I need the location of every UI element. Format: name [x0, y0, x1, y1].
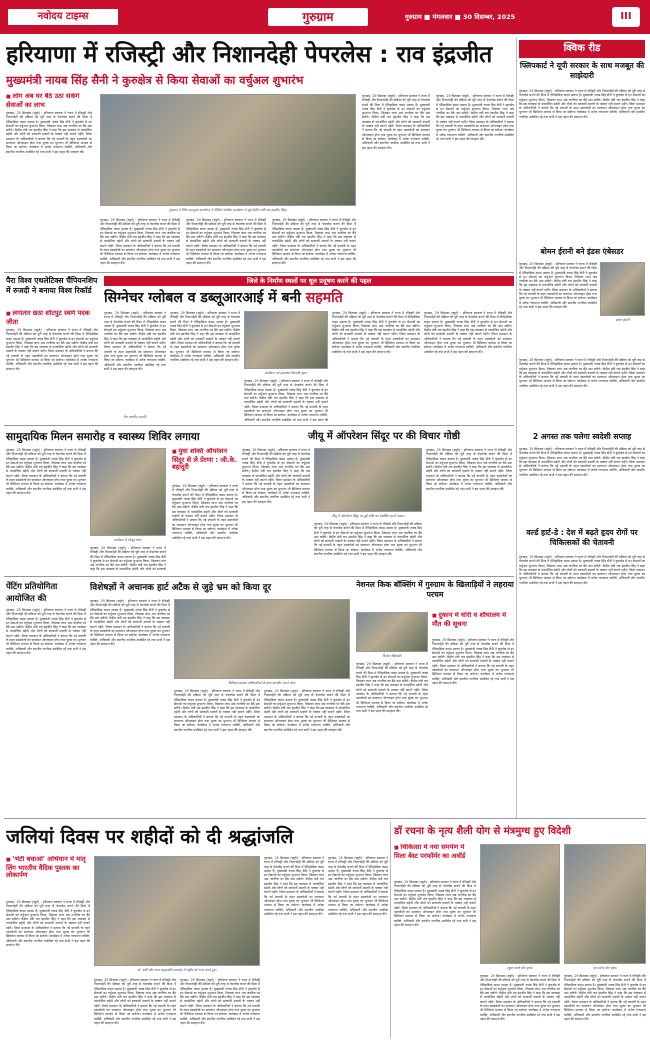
sidebar-story1-headline: फ्लिपकार्ट ने यूपी सरकार के साथ मजबूत की साझेदारी: [519, 61, 645, 80]
sidebar-story4-headline: वर्ल्ड हार्ट-डे : देश में बढ़ते हृदय रोगों पर चिकित्सकों की चेतावनी: [526, 528, 638, 547]
jiyu-body-3: गुरुग्राम, 29 सितम्बर (ब्यूरो) : हरियाणा सरकार ने राज्य में रजिस्ट्री और निशानदेही की प्रक्रिया को पूरी तरह से पेपरलेस बनाने की दिशा में ऐतिहासिक कदम उठाया है। मुख्यमंत्री नायब सिंह सैनी ने कुरुक्षेत्र से इन सेवाओं का वर्चुअल शुभारंभ किया, जिसका लाभ अब नागरिक घर बैठे उठा सकेंगे। केंद्रीय मंत्री राव इंद्रजीत सिंह ने कहा कि इस व्यवस्था से पारदर्शिता बढ़ेगी और लोगों को सरकारी दफ्तरों के चक्कर नहीं काटने पड़ेंगे। जिला प्रशासन के अधिकारियों ने बताया कि नई प्रणाली के तहत दस्तावेजों का सत्यापन ऑनलाइन होगा तथा शुल्क का भुगतान भी डिजिटल माध्यम से किया जा सकेगा। कार्यक्रम में अनेक गणमान्य व्यक्ति, अधिकारी और स्थानीय नागरिक उपस्थित रहे तथा सभी ने इस पहल की सराहना की।: [314, 522, 422, 557]
rachna-body-1: गुरुग्राम, 29 सितम्बर (ब्यूरो) : हरियाणा सरकार ने राज्य में रजिस्ट्री और निशानदेही की प्रक्रिया को पूरी तरह से पेपरलेस बनाने की दिशा में ऐतिहासिक कदम उठाया है। मुख्यमंत्री नायब सिंह सैनी ने कुरुक्षेत्र से इन सेवाओं का वर्चुअल शुभारंभ किया, जिसका लाभ अब नागरिक घर बैठे उठा सकेंगे। केंद्रीय मंत्री राव इंद्रजीत सिंह ने कहा कि इस व्यवस्था से पारदर्शिता बढ़ेगी और लोगों को सरकारी दफ्तरों के चक्कर नहीं काटने पड़ेंगे। जिला प्रशासन के अधिकारियों ने बताया कि नई प्रणाली के तहत दस्तावेजों का सत्यापन ऑनलाइन होगा तथा शुल्क का भुगतान भी डिजिटल माध्यम से किया जा सकेगा। कार्यक्रम में अनेक गणमान्य व्यक्ति, अधिकारी और स्थानीय नागरिक उपस्थित रहे तथा सभी ने इस पहल की सराहना की।: [394, 880, 476, 927]
lead-body-col5: गुरुग्राम, 29 सितम्बर (ब्यूरो) : हरियाणा सरकार ने राज्य में रजिस्ट्री और निशानदेही की प्रक्रिया को पूरी तरह से पेपरलेस बनाने की दिशा में ऐतिहासिक कदम उठाया है। मुख्यमंत्री नायब सिंह सैनी ने कुरुक्षेत्र से इन सेवाओं का वर्चुअल शुभारंभ किया, जिसका लाभ अब नागरिक घर बैठे उठा सकेंगे। केंद्रीय मंत्री राव इंद्रजीत सिंह ने कहा कि इस व्यवस्था से पारदर्शिता बढ़ेगी और लोगों को सरकारी दफ्तरों के चक्कर नहीं काटने पड़ेंगे। जिला प्रशासन के अधिकारियों ने बताया कि नई प्रणाली के तहत दस्तावेजों का सत्यापन ऑनलाइन होगा तथा शुल्क का भुगतान भी डिजिटल माध्यम से किया जा सकेगा। कार्यक्रम में अनेक गणमान्य व्यक्ति, अधिकारी और स्थानीय नागरिक उपस्थित रहे तथा सभी ने इस पहल की सराहना की।: [362, 94, 430, 150]
paira-headline: पैरा विश्व एथलेटिक्स चैंपियनशिप में रुजदी ने बनाया विश्व रिकॉर्ड: [6, 276, 98, 295]
heart-caption: विशेषज्ञ स्वास्थ्य अधिकारियों के साथ बातचीत करते लोग।: [228, 681, 296, 685]
jalianwala-body-4: गुरुग्राम, 29 सितम्बर (ब्यूरो) : हरियाणा सरकार ने राज्य में रजिस्ट्री और निशानदेही की प्रक्रिया को पूरी तरह से पेपरलेस बनाने की दिशा में ऐतिहासिक कदम उठाया है। मुख्यमंत्री नायब सिंह सैनी ने कुरुक्षेत्र से इन सेवाओं का वर्चुअल शुभारंभ किया, जिसका लाभ अब नागरिक घर बैठे उठा सकेंगे। केंद्रीय मंत्री राव इंद्रजीत सिंह ने कहा कि इस व्यवस्था से पारदर्शिता बढ़ेगी और लोगों को सरकारी दफ्तरों के चक्कर नहीं काटने पड़ेंगे। जिला प्रशासन के अधिकारियों ने बताया कि नई प्रणाली के तहत दस्तावेजों का सत्यापन ऑनलाइन होगा तथा शुल्क का भुगतान भी डिजिटल माध्यम से किया जा सकेगा। कार्यक्रम में अनेक गणमान्य व्यक्ति, अधिकारी और स्थानीय नागरिक उपस्थित रहे तथा सभी ने इस पहल की सराहना की।: [264, 856, 324, 916]
lead-photo-caption: गुरुग्राम में लिंक उपायुक्त कार्यालय में वीडियो कॉन्फ्रेंस कार्यक्रम में जुड़े केंद्रीय मंत्री राव इंद्रजीत सिंह।: [169, 208, 287, 212]
sidebar-story2-body: गुरुग्राम, 29 सितम्बर (ब्यूरो) : हरियाणा सरकार ने राज्य में रजिस्ट्री और निशानदेही की प्रक्रिया को पूरी तरह से पेपरलेस बनाने की दिशा में ऐतिहासिक कदम उठाया है। मुख्यमंत्री नायब सिंह सैनी ने कुरुक्षेत्र से इन सेवाओं का वर्चुअल शुभारंभ किया, जिसका लाभ अब नागरिक घर बैठे उठा सकेंगे। केंद्रीय मंत्री राव इंद्रजीत सिंह ने कहा कि इस व्यवस्था से पारदर्शिता बढ़ेगी और लोगों को सरकारी दफ्तरों के चक्कर नहीं काटने पड़ेंगे। जिला प्रशासन के अधिकारियों ने बताया कि नई प्रणाली के तहत दस्तावेजों का सत्यापन ऑनलाइन होगा तथा शुल्क का भुगतान भी डिजिटल माध्यम से किया जा सकेगा। कार्यक्रम में अनेक गणमान्य व्यक्ति, अधिकारी और स्थानीय नागरिक उपस्थित रहे तथा सभी ने इस पहल की सराहना की।: [519, 262, 597, 309]
signature-headline-red: सहमति: [305, 290, 343, 306]
jiyu-headline: जीयू में ऑपरेशन सिंदूर पर की विचार गोष्ठी: [308, 431, 461, 442]
signature-body-2: गुरुग्राम, 29 सितम्बर (ब्यूरो) : हरियाणा सरकार ने राज्य में रजिस्ट्री और निशानदेही की प्रक्रिया को पूरी तरह से पेपरलेस बनाने की दिशा में ऐतिहासिक कदम उठाया है। मुख्यमंत्री नायब सिंह सैनी ने कुरुक्षेत्र से इन सेवाओं का वर्चुअल शुभारंभ किया, जिसका लाभ अब नागरिक घर बैठे उठा सकेंगे। केंद्रीय मंत्री राव इंद्रजीत सिंह ने कहा कि इस व्यवस्था से पारदर्शिता बढ़ेगी और लोगों को सरकारी दफ्तरों के चक्कर नहीं काटने पड़ेंगे। जिला प्रशासन के अधिकारियों ने बताया कि नई प्रणाली के तहत दस्तावेजों का सत्यापन ऑनलाइन होगा तथा शुल्क का भुगतान भी डिजिटल माध्यम से किया जा सकेगा। कार्यक्रम में अनेक गणमान्य व्यक्ति, अधिकारी और स्थानीय नागरिक उपस्थित रहे तथा सभी ने इस पहल की सराहना की।: [170, 311, 240, 363]
kickboxing-caption: विजेता खिलाड़ी।: [382, 654, 402, 658]
jalianwala-body-3: गुरुग्राम, 29 सितम्बर (ब्यूरो) : हरियाणा सरकार ने राज्य में रजिस्ट्री और निशानदेही की प्रक्रिया को पूरी तरह से पेपरलेस बनाने की दिशा में ऐतिहासिक कदम उठाया है। मुख्यमंत्री नायब सिंह सैनी ने कुरुक्षेत्र से इन सेवाओं का वर्चुअल शुभारंभ किया, जिसका लाभ अब नागरिक घर बैठे उठा सकेंगे। केंद्रीय मंत्री राव इंद्रजीत सिंह ने कहा कि इस व्यवस्था से पारदर्शिता बढ़ेगी और लोगों को सरकारी दफ्तरों के चक्कर नहीं काटने पड़ेंगे। जिला प्रशासन के अधिकारियों ने बताया कि नई प्रणाली के तहत दस्तावेजों का सत्यापन ऑनलाइन होगा तथा शुल्क का भुगतान भी डिजिटल माध्यम से किया जा सकेगा। कार्यक्रम में अनेक गणमान्य व्यक्ति, अधिकारी और स्थानीय नागरिक उपस्थित रहे तथा सभी ने इस पहल की सराहना की।: [180, 978, 260, 1025]
jalianwala-photo: [94, 856, 260, 966]
boman-caption: बोमन ईरानी: [615, 318, 630, 322]
lead-subhead: मुख्यमंत्री नायब सिंह सैनी ने कुरुक्षेत्र से किया सेवाओं का वर्चुअल शुभारंभ: [6, 74, 304, 87]
divider-jalianwala: [4, 818, 646, 819]
milan-body-2: गुरुग्राम, 29 सितम्बर (ब्यूरो) : हरियाणा सरकार ने राज्य में रजिस्ट्री और निशानदेही की प्रक्रिया को पूरी तरह से पेपरलेस बनाने की दिशा में ऐतिहासिक कदम उठाया है। मुख्यमंत्री नायब सिंह सैनी ने कुरुक्षेत्र से इन सेवाओं का वर्चुअल शुभारंभ किया, जिसका लाभ अब नागरिक घर बैठे उठा सकेंगे। केंद्रीय मंत्री राव इंद्रजीत सिंह ने कहा कि इस व्यवस्था से पारदर्शिता बढ़ेगी और लोगों को सरकारी: [90, 546, 166, 572]
rachna-caption-2: नृत्य स्टेज योग दृश्य।: [592, 966, 618, 970]
heart-photo: [174, 599, 350, 679]
jiyu-body-4: गुरुग्राम, 29 सितम्बर (ब्यूरो) : हरियाणा सरकार ने राज्य में रजिस्ट्री और निशानदेही की प्रक्रिया को पूरी तरह से पेपरलेस बनाने की दिशा में ऐतिहासिक कदम उठाया है। मुख्यमंत्री नायब सिंह सैनी ने कुरुक्षेत्र से इन सेवाओं का वर्चुअल शुभारंभ किया, जिसका लाभ अब नागरिक घर बैठे उठा सकेंगे। केंद्रीय मंत्री राव इंद्रजीत सिंह ने कहा कि इस व्यवस्था से पारदर्शिता बढ़ेगी और लोगों को सरकारी दफ्तरों के चक्कर नहीं काटने पड़ेंगे। जिला प्रशासन के अधिकारियों ने बताया कि नई प्रणाली के तहत दस्तावेजों का सत्यापन ऑनलाइन होगा तथा शुल्क का भुगतान भी डिजिटल माध्यम से किया जा सकेगा। कार्यक्रम में अनेक गणमान्य व्यक्ति, अधिकारी और स्थानीय नागरिक उपस्थित रहे तथा सभी ने इस पहल की सराहना की।: [426, 448, 512, 491]
jiyu-photo: [314, 448, 422, 512]
signature-body-1: गुरुग्राम, 29 सितम्बर (ब्यूरो) : हरियाणा सरकार ने राज्य में रजिस्ट्री और निशानदेही की प्रक्रिया को पूरी तरह से पेपरलेस बनाने की दिशा में ऐतिहासिक कदम उठाया है। मुख्यमंत्री नायब सिंह सैनी ने कुरुक्षेत्र से इन सेवाओं का वर्चुअल शुभारंभ किया, जिसका लाभ अब नागरिक घर बैठे उठा सकेंगे। केंद्रीय मंत्री राव इंद्रजीत सिंह ने कहा कि इस व्यवस्था से पारदर्शिता बढ़ेगी और लोगों को सरकारी दफ्तरों के चक्कर नहीं काटने पड़ेंगे। जिला प्रशासन के अधिकारियों ने बताया कि नई प्रणाली के तहत दस्तावेजों का सत्यापन ऑनलाइन होगा तथा शुल्क का भुगतान भी डिजिटल माध्यम से किया जा सकेगा। कार्यक्रम में अनेक गणमान्य व्यक्ति, अधिकारी और स्थानीय नागरिक उपस्थित रहे तथा सभी ने इस पहल की सराहना की।: [104, 311, 166, 371]
jiyu-body-1: गुरुग्राम, 29 सितम्बर (ब्यूरो) : हरियाणा सरकार ने राज्य में रजिस्ट्री और निशानदेही की प्रक्रिया को पूरी तरह से पेपरलेस बनाने की दिशा में ऐतिहासिक कदम उठाया है। मुख्यमंत्री नायब सिंह सैनी ने कुरुक्षेत्र से इन सेवाओं का वर्चुअल शुभारंभ किया, जिसका लाभ अब नागरिक घर बैठे उठा सकेंगे। केंद्रीय मंत्री राव इंद्रजीत सिंह ने कहा कि इस व्यवस्था से पारदर्शिता बढ़ेगी और लोगों को सरकारी दफ्तरों के चक्कर नहीं काटने पड़ेंगे। जिला प्रशासन के अधिकारियों ने बताया कि नई प्रणाली के तहत दस्तावेजों का सत्यापन ऑनलाइन होगा तथा शुल्क का भुगतान भी डिजिटल माध्यम से किया जा सकेगा। कार्यक्रम में अनेक गणमान्य व्यक्ति, अधिकारी और स्थानीय नागरिक उपस्थित रहे तथा सभी ने इस पहल की सराहना की।: [172, 484, 238, 540]
heart-body-2: गुरुग्राम, 29 सितम्बर (ब्यूरो) : हरियाणा सरकार ने राज्य में रजिस्ट्री और निशानदेही की प्रक्रिया को पूरी तरह से पेपरलेस बनाने की दिशा में ऐतिहासिक कदम उठाया है। मुख्यमंत्री नायब सिंह सैनी ने कुरुक्षेत्र से इन सेवाओं का वर्चुअल शुभारंभ किया, जिसका लाभ अब नागरिक घर बैठे उठा सकेंगे। केंद्रीय मंत्री राव इंद्रजीत सिंह ने कहा कि इस व्यवस्था से पारदर्शिता बढ़ेगी और लोगों को सरकारी दफ्तरों के चक्कर नहीं काटने पड़ेंगे। जिला प्रशासन के अधिकारियों ने बताया कि नई प्रणाली के तहत दस्तावेजों का सत्यापन ऑनलाइन होगा तथा शुल्क का भुगतान भी डिजिटल माध्यम से किया जा सकेगा। कार्यक्रम में अनेक गणमान्य व्यक्ति, अधिकारी और स्थानीय नागरिक उपस्थित रहे तथा सभी ने इस पहल की सराहना की।: [174, 689, 260, 732]
rachna-photo-2: [564, 844, 646, 964]
jiyu-caption: जीयू में ऑपरेशन सिंदूर पर हुई गोष्ठी को संबोधित करते वक्ता।: [331, 514, 405, 518]
page-number: III: [612, 7, 640, 27]
kickboxing-body-2: गुरुग्राम, 29 सितम्बर (ब्यूरो) : हरियाणा सरकार ने राज्य में रजिस्ट्री और निशानदेही की प्रक्रिया को पूरी तरह से पेपरलेस बनाने की दिशा में ऐतिहासिक कदम उठाया है। मुख्यमंत्री नायब सिंह सैनी ने कुरुक्षेत्र से इन सेवाओं का वर्चुअल शुभारंभ किया, जिसका लाभ अब नागरिक घर बैठे उठा सकेंगे। केंद्रीय मंत्री राव इंद्रजीत सिंह ने कहा कि इस व्यवस्था से पारदर्शिता बढ़ेगी और लोगों को सरकारी दफ्तरों के चक्कर नहीं काटने पड़ेंगे। जिला प्रशासन के अधिकारियों ने बताया कि नई प्रणाली के तहत दस्तावेजों का सत्यापन ऑनलाइन होगा तथा शुल्क का भुगतान भी डिजिटल माध्यम से किया जा सकेगा। कार्यक्रम में अनेक गणमान्य व्यक्ति, अधिकारी और स्थानीय नागरिक उपस्थित रहे तथा सभी ने इस पहल की सराहना की।: [356, 662, 428, 714]
paper-name: नवोदय टाइम्स: [8, 9, 118, 25]
boman-photo: [600, 262, 645, 316]
milan-caption: कार्यक्रम में मौजूद लोग।: [113, 538, 143, 542]
sidebar-story3-headline: 2 अगस्त तक चलेगा स्वदेशी सप्ताह: [532, 432, 632, 441]
paira-body: गुरुग्राम, 29 सितम्बर (ब्यूरो) : हरियाणा सरकार ने राज्य में रजिस्ट्री और निशानदेही की प्रक्रिया को पूरी तरह से पेपरलेस बनाने की दिशा में ऐतिहासिक कदम उठाया है। मुख्यमंत्री नायब सिंह सैनी ने कुरुक्षेत्र से इन सेवाओं का वर्चुअल शुभारंभ किया, जिसका लाभ अब नागरिक घर बैठे उठा सकेंगे। केंद्रीय मंत्री राव इंद्रजीत सिंह ने कहा कि इस व्यवस्था से पारदर्शिता बढ़ेगी और लोगों को सरकारी दफ्तरों के चक्कर नहीं काटने पड़ेंगे। जिला प्रशासन के अधिकारियों ने बताया कि नई प्रणाली के तहत दस्तावेजों का सत्यापन ऑनलाइन होगा तथा शुल्क का भुगतान भी डिजिटल माध्यम से किया जा सकेगा। कार्यक्रम में अनेक गणमान्य व्यक्ति, अधिकारी और स्थानीय नागरिक उपस्थित रहे तथा सभी ने इस पहल की सराहना की।: [6, 328, 98, 371]
col-sep-a: [390, 822, 391, 1038]
lead-body-col2: गुरुग्राम, 29 सितम्बर (ब्यूरो) : हरियाणा सरकार ने राज्य में रजिस्ट्री और निशानदेही की प्रक्रिया को पूरी तरह से पेपरलेस बनाने की दिशा में ऐतिहासिक कदम उठाया है। मुख्यमंत्री नायब सिंह सैनी ने कुरुक्षेत्र से इन सेवाओं का वर्चुअल शुभारंभ किया, जिसका लाभ अब नागरिक घर बैठे उठा सकेंगे। केंद्रीय मंत्री राव इंद्रजीत सिंह ने कहा कि इस व्यवस्था से पारदर्शिता बढ़ेगी और लोगों को सरकारी दफ्तरों के चक्कर नहीं काटने पड़ेंगे। जिला प्रशासन के अधिकारियों ने बताया कि नई प्रणाली के तहत दस्तावेजों का सत्यापन ऑनलाइन होगा तथा शुल्क का भुगतान भी डिजिटल माध्यम से किया जा सकेगा। कार्यक्रम में अनेक गणमान्य व्यक्ति, अधिकारी और स्थानीय नागरिक उपस्थित रहे तथा सभी ने इस पहल की सराहना की।: [100, 218, 180, 265]
lead-body-col3: गुरुग्राम, 29 सितम्बर (ब्यूरो) : हरियाणा सरकार ने राज्य में रजिस्ट्री और निशानदेही की प्रक्रिया को पूरी तरह से पेपरलेस बनाने की दिशा में ऐतिहासिक कदम उठाया है। मुख्यमंत्री नायब सिंह सैनी ने कुरुक्षेत्र से इन सेवाओं का वर्चुअल शुभारंभ किया, जिसका लाभ अब नागरिक घर बैठे उठा सकेंगे। केंद्रीय मंत्री राव इंद्रजीत सिंह ने कहा कि इस व्यवस्था से पारदर्शिता बढ़ेगी और लोगों को सरकारी दफ्तरों के चक्कर नहीं काटने पड़ेंगे। जिला प्रशासन के अधिकारियों ने बताया कि नई प्रणाली के तहत दस्तावेजों का सत्यापन ऑनलाइन होगा तथा शुल्क का भुगतान भी डिजिटल माध्यम से किया जा सकेगा। कार्यक्रम में अनेक गणमान्य व्यक्ति, अधिकारी और स्थानीय नागरिक उपस्थित रहे तथा सभी ने इस पहल की सराहना की।: [186, 218, 266, 265]
signature-caption: कार्यक्रम एवं हस्ताक्षर विवरणी दृश्य।: [264, 371, 308, 375]
signature-body-3: गुरुग्राम, 29 सितम्बर (ब्यूरो) : हरियाणा सरकार ने राज्य में रजिस्ट्री और निशानदेही की प्रक्रिया को पूरी तरह से पेपरलेस बनाने की दिशा में ऐतिहासिक कदम उठाया है। मुख्यमंत्री नायब सिंह सैनी ने कुरुक्षेत्र से इन सेवाओं का वर्चुअल शुभारंभ किया, जिसका लाभ अब नागरिक घर बैठे उठा सकेंगे। केंद्रीय मंत्री राव इंद्रजीत सिंह ने कहा कि इस व्यवस्था से पारदर्शिता बढ़ेगी और लोगों को सरकारी दफ्तरों के चक्कर नहीं काटने पड़ेंगे। जिला प्रशासन के अधिकारियों ने बताया कि नई प्रणाली के तहत दस्तावेजों का सत्यापन ऑनलाइन होगा तथा शुल्क का भुगतान भी डिजिटल माध्यम से किया जा सकेगा। कार्यक्रम में अनेक गणमान्य व्यक्ति, अधिकारी और स्थानीय नागरिक उपस्थित रहे तथा सभी ने इस पहल की: [244, 379, 328, 421]
sidebar-divider: [516, 38, 517, 818]
milan-headline: सामुदायिक मिलन समारोह व स्वास्थ्य शिविर लगाया: [6, 431, 200, 443]
rachna-caption-1: स्कूल स्वर्ण योग दृश्य।: [507, 966, 533, 970]
lead-body-col4: गुरुग्राम, 29 सितम्बर (ब्यूरो) : हरियाणा सरकार ने राज्य में रजिस्ट्री और निशानदेही की प्रक्रिया को पूरी तरह से पेपरलेस बनाने की दिशा में ऐतिहासिक कदम उठाया है। मुख्यमंत्री नायब सिंह सैनी ने कुरुक्षेत्र से इन सेवाओं का वर्चुअल शुभारंभ किया, जिसका लाभ अब नागरिक घर बैठे उठा सकेंगे। केंद्रीय मंत्री राव इंद्रजीत सिंह ने कहा कि इस व्यवस्था से पारदर्शिता बढ़ेगी और लोगों को सरकारी दफ्तरों के चक्कर नहीं काटने पड़ेंगे। जिला प्रशासन के अधिकारियों ने बताया कि नई प्रणाली के तहत दस्तावेजों का सत्यापन ऑनलाइन होगा तथा शुल्क का भुगतान भी डिजिटल माध्यम से किया जा सकेगा। कार्यक्रम में अनेक गणमान्य व्यक्ति, अधिकारी और स्थानीय नागरिक उपस्थित रहे तथा सभी ने इस पहल की सराहना की।: [272, 218, 356, 265]
signature-photo: [244, 311, 328, 369]
kickboxing-photo: [356, 612, 428, 652]
milan-photo: [90, 448, 166, 536]
signature-body-5: गुरुग्राम, 29 सितम्बर (ब्यूरो) : हरियाणा सरकार ने राज्य में रजिस्ट्री और निशानदेही की प्रक्रिया को पूरी तरह से पेपरलेस बनाने की दिशा में ऐतिहासिक कदम उठाया है। मुख्यमंत्री नायब सिंह सैनी ने कुरुक्षेत्र से इन सेवाओं का वर्चुअल शुभारंभ किया, जिसका लाभ अब नागरिक घर बैठे उठा सकेंगे। केंद्रीय मंत्री राव इंद्रजीत सिंह ने कहा कि इस व्यवस्था से पारदर्शिता बढ़ेगी और लोगों को सरकारी दफ्तरों के चक्कर नहीं काटने पड़ेंगे। जिला प्रशासन के अधिकारियों ने बताया कि नई प्रणाली के तहत दस्तावेजों का सत्यापन ऑनलाइन होगा तथा शुल्क का भुगतान भी डिजिटल माध्यम से किया जा सकेगा। कार्यक्रम में अनेक गणमान्य व्यक्ति, अधिकारी और स्थानीय नागरिक उपस्थित रहे तथा सभी ने इस पहल की सराहना की।: [424, 311, 512, 354]
heart-body-1: गुरुग्राम, 29 सितम्बर (ब्यूरो) : हरियाणा सरकार ने राज्य में रजिस्ट्री और निशानदेही की प्रक्रिया को पूरी तरह से पेपरलेस बनाने की दिशा में ऐतिहासिक कदम उठाया है। मुख्यमंत्री नायब सिंह सैनी ने कुरुक्षेत्र से इन सेवाओं का वर्चुअल शुभारंभ किया, जिसका लाभ अब नागरिक घर बैठे उठा सकेंगे। केंद्रीय मंत्री राव इंद्रजीत सिंह ने कहा कि इस व्यवस्था से पारदर्शिता बढ़ेगी और लोगों को सरकारी दफ्तरों के चक्कर नहीं काटने पड़ेंगे। जिला प्रशासन के अधिकारियों ने बताया कि नई प्रणाली के तहत दस्तावेजों का सत्यापन ऑनलाइन होगा तथा शुल्क का भुगतान भी डिजिटल माध्यम से किया जा सकेगा। कार्यक्रम में अनेक गणमान्य व्यक्ति, अधिकारी और स्थानीय नागरिक उपस्थित रहे तथा सभी ने इस पहल की सराहना की।: [90, 599, 170, 646]
dateline: गुरुग्राम ■ मंगलवार ■ 30 दिसम्बर, 2025: [405, 13, 516, 21]
jiyu-body-2: गुरुग्राम, 29 सितम्बर (ब्यूरो) : हरियाणा सरकार ने राज्य में रजिस्ट्री और निशानदेही की प्रक्रिया को पूरी तरह से पेपरलेस बनाने की दिशा में ऐतिहासिक कदम उठाया है। मुख्यमंत्री नायब सिंह सैनी ने कुरुक्षेत्र से इन सेवाओं का वर्चुअल शुभारंभ किया, जिसका लाभ अब नागरिक घर बैठे उठा सकेंगे। केंद्रीय मंत्री राव इंद्रजीत सिंह ने कहा कि इस व्यवस्था से पारदर्शिता बढ़ेगी और लोगों को सरकारी दफ्तरों के चक्कर नहीं काटने पड़ेंगे। जिला प्रशासन के अधिकारियों ने बताया कि नई प्रणाली के तहत दस्तावेजों का सत्यापन ऑनलाइन होगा तथा शुल्क का भुगतान भी डिजिटल माध्यम से किया जा सकेगा। कार्यक्रम में अनेक गणमान्य व्यक्ति, अधिकारी और स्थानीय नागरिक उपस्थित रहे तथा सभी ने इस पहल की सराहना की।: [242, 448, 310, 504]
rachna-body-2: गुरुग्राम, 29 सितम्बर (ब्यूरो) : हरियाणा सरकार ने राज्य में रजिस्ट्री और निशानदेही की प्रक्रिया को पूरी तरह से पेपरलेस बनाने की दिशा में ऐतिहासिक कदम उठाया है। मुख्यमंत्री नायब सिंह सैनी ने कुरुक्षेत्र से इन सेवाओं का वर्चुअल शुभारंभ किया, जिसका लाभ अब नागरिक घर बैठे उठा सकेंगे। केंद्रीय मंत्री राव इंद्रजीत सिंह ने कहा कि इस व्यवस्था से पारदर्शिता बढ़ेगी और लोगों को सरकारी दफ्तरों के चक्कर नहीं काटने पड़ेंगे। जिला प्रशासन के अधिकारियों ने बताया कि नई प्रणाली के तहत दस्तावेजों का सत्यापन ऑनलाइन होगा तथा शुल्क का भुगतान भी डिजिटल माध्यम से किया जा सकेगा। कार्यक्रम में अनेक गणमान्य व्यक्ति, अधिकारी और स्थानीय नागरिक उपस्थित रहे तथा सभी ने इस पहल की सराहना की।: [480, 974, 560, 1021]
divider-paira: [4, 272, 514, 273]
sidebar-story3-body: गुरुग्राम, 29 सितम्बर (ब्यूरो) : हरियाणा सरकार ने राज्य में रजिस्ट्री और निशानदेही की प्रक्रिया को पूरी तरह से पेपरलेस बनाने की दिशा में ऐतिहासिक कदम उठाया है। मुख्यमंत्री नायब सिंह सैनी ने कुरुक्षेत्र से इन सेवाओं का वर्चुअल शुभारंभ किया, जिसका लाभ अब नागरिक घर बैठे उठा सकेंगे। केंद्रीय मंत्री राव इंद्रजीत सिंह ने कहा कि इस व्यवस्था से पारदर्शिता बढ़ेगी और लोगों को सरकारी दफ्तरों के चक्कर नहीं काटने पड़ेंगे। जिला प्रशासन के अधिकारियों ने बताया कि नई प्रणाली के तहत दस्तावेजों का सत्यापन ऑनलाइन होगा तथा शुल्क का भुगतान भी डिजिटल माध्यम से किया जा सकेगा। कार्यक्रम में अनेक गणमान्य व्यक्ति, अधिकारी और स्थानीय नागरिक उपस्थित रहे तथा सभी ने इस पहल की सराहना की।: [519, 447, 645, 477]
rachna-sub: ■ चिकित्सा में नया समर्पण में मिला बेस्ट परफॉर्मर का अवॉर्ड: [394, 844, 476, 878]
divider-milan: [4, 425, 514, 426]
rachna-photo-1: [480, 844, 560, 964]
jiyu-sub: ■ युवा शक्ति ऑपरेशन सिंदूर से ले प्रेरणा : जी.के. बहादुरी: [172, 448, 238, 482]
paira-sub: ■ लगातार छठा शॉटपुट स्वर्ण पदक जीता: [6, 310, 98, 326]
signature-body-4: गुरुग्राम, 29 सितम्बर (ब्यूरो) : हरियाणा सरकार ने राज्य में रजिस्ट्री और निशानदेही की प्रक्रिया को पूरी तरह से पेपरलेस बनाने की दिशा में ऐतिहासिक कदम उठाया है। मुख्यमंत्री नायब सिंह सैनी ने कुरुक्षेत्र से इन सेवाओं का वर्चुअल शुभारंभ किया, जिसका लाभ अब नागरिक घर बैठे उठा सकेंगे। केंद्रीय मंत्री राव इंद्रजीत सिंह ने कहा कि इस व्यवस्था से पारदर्शिता बढ़ेगी और लोगों को सरकारी दफ्तरों के चक्कर नहीं काटने पड़ेंगे। जिला प्रशासन के अधिकारियों ने बताया कि नई प्रणाली के तहत दस्तावेजों का सत्यापन ऑनलाइन होगा तथा शुल्क का भुगतान भी डिजिटल माध्यम से किया जा सकेगा। कार्यक्रम में अनेक गणमान्य व्यक्ति, अधिकारी और स्थानीय नागरिक उपस्थित रहे तथा सभी ने इस पहल की सराहना की।: [332, 311, 420, 354]
jalianwala-headline: जलियां दिवस पर शहीदों को दी श्रद्धांजलि: [6, 826, 294, 848]
kickboxing-sub: ■ दुकान में चोरी व शौचालय में मौत की सूचना: [432, 612, 514, 636]
jalianwala-sub: ■ 'भेटी बचाओ' अभियान में मातृ लिंग भारतीय वैदिक पुस्तक का लोकार्पण: [6, 856, 90, 898]
jalianwala-body-1: गुरुग्राम, 29 सितम्बर (ब्यूरो) : हरियाणा सरकार ने राज्य में रजिस्ट्री और निशानदेही की प्रक्रिया को पूरी तरह से पेपरलेस बनाने की दिशा में ऐतिहासिक कदम उठाया है। मुख्यमंत्री नायब सिंह सैनी ने कुरुक्षेत्र से इन सेवाओं का वर्चुअल शुभारंभ किया, जिसका लाभ अब नागरिक घर बैठे उठा सकेंगे। केंद्रीय मंत्री राव इंद्रजीत सिंह ने कहा कि इस व्यवस्था से पारदर्शिता बढ़ेगी और लोगों को सरकारी दफ्तरों के चक्कर नहीं काटने पड़ेंगे। जिला प्रशासन के अधिकारियों ने बताया कि नई प्रणाली के तहत दस्तावेजों का सत्यापन ऑनलाइन होगा तथा शुल्क का भुगतान भी डिजिटल माध्यम से किया जा सकेगा। कार्यक्रम में अनेक गणमान्य व्यक्ति, अधिकारी और स्थानीय नागरिक उपस्थित रहे तथा सभी ने इस पहल की सराहना की।: [6, 900, 90, 947]
kickboxing-body-1: गुरुग्राम, 29 सितम्बर (ब्यूरो) : हरियाणा सरकार ने राज्य में रजिस्ट्री और निशानदेही की प्रक्रिया को पूरी तरह से पेपरलेस बनाने की दिशा में ऐतिहासिक कदम उठाया है। मुख्यमंत्री नायब सिंह सैनी ने कुरुक्षेत्र से इन सेवाओं का वर्चुअल शुभारंभ किया, जिसका लाभ अब नागरिक घर बैठे उठा सकेंगे। केंद्रीय मंत्री राव इंद्रजीत सिंह ने कहा कि इस व्यवस्था से पारदर्शिता बढ़ेगी और लोगों को सरकारी दफ्तरों के चक्कर नहीं काटने पड़ेंगे। जिला प्रशासन के अधिकारियों ने बताया कि नई प्रणाली के तहत दस्तावेजों का सत्यापन ऑनलाइन होगा तथा शुल्क का भुगतान भी डिजिटल माध्यम से किया जा सकेगा। कार्यक्रम में अनेक गणमान्य व्यक्ति, अधिकारी और स्थानीय नागरिक उपस्थित रहे तथा सभी ने इस पहल की सराहना की।: [432, 638, 514, 685]
lead-headline: हरियाणा में रजिस्ट्री और निशानदेही पेपरलेस : राव इंद्रजीत: [6, 42, 493, 68]
sidebar-story1-body: गुरुग्राम, 29 सितम्बर (ब्यूरो) : हरियाणा सरकार ने राज्य में रजिस्ट्री और निशानदेही की प्रक्रिया को पूरी तरह से पेपरलेस बनाने की दिशा में ऐतिहासिक कदम उठाया है। मुख्यमंत्री नायब सिंह सैनी ने कुरुक्षेत्र से इन सेवाओं का वर्चुअल शुभारंभ किया, जिसका लाभ अब नागरिक घर बैठे उठा सकेंगे। केंद्रीय मंत्री राव इंद्रजीत सिंह ने कहा कि इस व्यवस्था से पारदर्शिता बढ़ेगी और लोगों को सरकारी दफ्तरों के चक्कर नहीं काटने पड़ेंगे। जिला प्रशासन के अधिकारियों ने बताया कि नई प्रणाली के तहत दस्तावेजों का सत्यापन ऑनलाइन होगा तथा शुल्क का भुगतान भी डिजिटल माध्यम से किया जा सकेगा। कार्यक्रम में अनेक गणमान्य व्यक्ति, अधिकारी और स्थानीय नागरिक उपस्थित रहे तथा सभी ने इस पहल की सराहना की।: [519, 89, 645, 119]
section-title: गुरुग्राम: [268, 8, 368, 26]
heart-body-3: गुरुग्राम, 29 सितम्बर (ब्यूरो) : हरियाणा सरकार ने राज्य में रजिस्ट्री और निशानदेही की प्रक्रिया को पूरी तरह से पेपरलेस बनाने की दिशा में ऐतिहासिक कदम उठाया है। मुख्यमंत्री नायब सिंह सैनी ने कुरुक्षेत्र से इन सेवाओं का वर्चुअल शुभारंभ किया, जिसका लाभ अब नागरिक घर बैठे उठा सकेंगे। केंद्रीय मंत्री राव इंद्रजीत सिंह ने कहा कि इस व्यवस्था से पारदर्शिता बढ़ेगी और लोगों को सरकारी दफ्तरों के चक्कर नहीं काटने पड़ेंगे। जिला प्रशासन के अधिकारियों ने बताया कि नई प्रणाली के तहत दस्तावेजों का सत्यापन ऑनलाइन होगा तथा शुल्क का भुगतान भी डिजिटल माध्यम से किया जा सकेगा। कार्यक्रम में अनेक गणमान्य व्यक्ति, अधिकारी और स्थानीय नागरिक उपस्थित रहे तथा सभी ने इस पहल की सराहना की।: [264, 689, 350, 732]
jalianwala-body-2: गुरुग्राम, 29 सितम्बर (ब्यूरो) : हरियाणा सरकार ने राज्य में रजिस्ट्री और निशानदेही की प्रक्रिया को पूरी तरह से पेपरलेस बनाने की दिशा में ऐतिहासिक कदम उठाया है। मुख्यमंत्री नायब सिंह सैनी ने कुरुक्षेत्र से इन सेवाओं का वर्चुअल शुभारंभ किया, जिसका लाभ अब नागरिक घर बैठे उठा सकेंगे। केंद्रीय मंत्री राव इंद्रजीत सिंह ने कहा कि इस व्यवस्था से पारदर्शिता बढ़ेगी और लोगों को सरकारी दफ्तरों के चक्कर नहीं काटने पड़ेंगे। जिला प्रशासन के अधिकारियों ने बताया कि नई प्रणाली के तहत दस्तावेजों का सत्यापन ऑनलाइन होगा तथा शुल्क का भुगतान भी डिजिटल माध्यम से किया जा सकेगा। कार्यक्रम में अनेक गणमान्य व्यक्ति, अधिकारी और स्थानीय नागरिक उपस्थित रहे तथा सभी ने इस पहल की सराहना की।: [94, 978, 176, 1025]
sidebar-story2-body2: गुरुग्राम, 29 सितम्बर (ब्यूरो) : हरियाणा सरकार ने राज्य में रजिस्ट्री और निशानदेही की प्रक्रिया को पूरी तरह से पेपरलेस बनाने की दिशा में ऐतिहासिक कदम उठाया है। मुख्यमंत्री नायब सिंह सैनी ने कुरुक्षेत्र से इन सेवाओं का वर्चुअल शुभारंभ किया, जिसका लाभ अब नागरिक घर बैठे उठा सकेंगे। केंद्रीय मंत्री राव इंद्रजीत सिंह ने कहा कि इस व्यवस्था से पारदर्शिता बढ़ेगी और लोगों को सरकारी दफ्तरों के चक्कर नहीं काटने पड़ेंगे। जिला प्रशासन के अधिकारियों ने बताया कि नई प्रणाली के तहत दस्तावेजों का सत्यापन ऑनलाइन होगा तथा शुल्क का भुगतान भी डिजिटल माध्यम से किया जा सकेगा। कार्यक्रम में अनेक गणमान्य व्यक्ति, अधिकारी और स्थानीय नागरिक उपस्थित रहे तथा सभी ने इस पहल की सराहना की।: [519, 358, 645, 388]
lead-photo: [100, 94, 356, 206]
sidebar-header: क्विक रीड: [519, 40, 645, 58]
painting-body: गुरुग्राम, 29 सितम्बर (ब्यूरो) : हरियाणा सरकार ने राज्य में रजिस्ट्री और निशानदेही की प्रक्रिया को पूरी तरह से पेपरलेस बनाने की दिशा में ऐतिहासिक कदम उठाया है। मुख्यमंत्री नायब सिंह सैनी ने कुरुक्षेत्र से इन सेवाओं का वर्चुअल शुभारंभ किया, जिसका लाभ अब नागरिक घर बैठे उठा सकेंगे। केंद्रीय मंत्री राव इंद्रजीत सिंह ने कहा कि इस व्यवस्था से पारदर्शिता बढ़ेगी और लोगों को सरकारी दफ्तरों के चक्कर नहीं काटने पड़ेंगे। जिला प्रशासन के अधिकारियों ने बताया कि नई प्रणाली के तहत दस्तावेजों का सत्यापन ऑनलाइन होगा तथा शुल्क का भुगतान भी डिजिटल माध्यम से किया जा सकेगा। कार्यक्रम में अनेक गणमान्य व्यक्ति, अधिकारी और स्थानीय नागरिक उपस्थित रहे तथा सभी ने इस पहल की सराहना की।: [6, 608, 86, 655]
jalianwala-body-5: गुरुग्राम, 29 सितम्बर (ब्यूरो) : हरियाणा सरकार ने राज्य में रजिस्ट्री और निशानदेही की प्रक्रिया को पूरी तरह से पेपरलेस बनाने की दिशा में ऐतिहासिक कदम उठाया है। मुख्यमंत्री नायब सिंह सैनी ने कुरुक्षेत्र से इन सेवाओं का वर्चुअल शुभारंभ किया, जिसका लाभ अब नागरिक घर बैठे उठा सकेंगे। केंद्रीय मंत्री राव इंद्रजीत सिंह ने कहा कि इस व्यवस्था से पारदर्शिता बढ़ेगी और लोगों को सरकारी दफ्तरों के चक्कर नहीं काटने पड़ेंगे। जिला प्रशासन के अधिकारियों ने बताया कि नई प्रणाली के तहत दस्तावेजों का सत्यापन ऑनलाइन होगा तथा शुल्क का भुगतान भी डिजिटल माध्यम से किया जा सकेगा। कार्यक्रम में अनेक गणमान्य व्यक्ति, अधिकारी और स्थानीय नागरिक उपस्थित रहे तथा सभी ने इस पहल की सराहना की।: [328, 856, 388, 916]
lead-side-heading: ■ लोग अब घर बैठे उठा सकेंगे सेवाओं का लाभ: [6, 93, 92, 109]
sidebar-story4-body: गुरुग्राम, 29 सितम्बर (ब्यूरो) : हरियाणा सरकार ने राज्य में रजिस्ट्री और निशानदेही की प्रक्रिया को पूरी तरह से पेपरलेस बनाने की दिशा में ऐतिहासिक कदम उठाया है। मुख्यमंत्री नायब सिंह सैनी ने कुरुक्षेत्र से इन सेवाओं का वर्चुअल शुभारंभ किया, जिसका लाभ अब नागरिक घर बैठे उठा सकेंगे। केंद्रीय मंत्री राव इंद्रजीत सिंह ने कहा कि इस व्यवस्था से पारदर्शिता बढ़ेगी और लोगों को सरकारी दफ्तरों के चक्कर नहीं काटने पड़ेंगे। जिला प्रशासन के अधिकारियों ने बताया कि नई प्रणाली के तहत दस्तावेजों का सत्यापन ऑनलाइन होगा तथा शुल्क का भुगतान भी डिजिटल माध्यम से किया जा सकेगा। कार्यक्रम में अनेक गणमान्य व्यक्ति, अधिकारी और स्थानीय नागरिक उपस्थित रहे तथा सभी ने इस पहल की सराहना की।: [519, 555, 645, 585]
jalianwala-caption: डॉ. अंधी और अन्य श्रद्धांजलि समारोह में शहीद को नमन करते हुए।: [137, 968, 217, 972]
lead-body-col1: गुरुग्राम, 29 सितम्बर (ब्यूरो) : हरियाणा सरकार ने राज्य में रजिस्ट्री और निशानदेही की प्रक्रिया को पूरी तरह से पेपरलेस बनाने की दिशा में ऐतिहासिक कदम उठाया है। मुख्यमंत्री नायब सिंह सैनी ने कुरुक्षेत्र से इन सेवाओं का वर्चुअल शुभारंभ किया, जिसका लाभ अब नागरिक घर बैठे उठा सकेंगे। केंद्रीय मंत्री राव इंद्रजीत सिंह ने कहा कि इस व्यवस्था से पारदर्शिता बढ़ेगी और लोगों को सरकारी दफ्तरों के चक्कर नहीं काटने पड़ेंगे। जिला प्रशासन के अधिकारियों ने बताया कि नई प्रणाली के तहत दस्तावेजों का सत्यापन ऑनलाइन होगा तथा शुल्क का भुगतान भी डिजिटल माध्यम से किया जा सकेगा। कार्यक्रम में अनेक गणमान्य व्यक्ति, अधिकारी और स्थानीय नागरिक उपस्थित रहे तथा सभी ने इस पहल की सराहना की।: [6, 111, 92, 154]
rachna-headline: डॉ रचना के नृत्य शैली योग से मंत्रमुग्ध हुए विदेशी: [394, 826, 571, 837]
milan-body-1: गुरुग्राम, 29 सितम्बर (ब्यूरो) : हरियाणा सरकार ने राज्य में रजिस्ट्री और निशानदेही की प्रक्रिया को पूरी तरह से पेपरलेस बनाने की दिशा में ऐतिहासिक कदम उठाया है। मुख्यमंत्री नायब सिंह सैनी ने कुरुक्षेत्र से इन सेवाओं का वर्चुअल शुभारंभ किया, जिसका लाभ अब नागरिक घर बैठे उठा सकेंगे। केंद्रीय मंत्री राव इंद्रजीत सिंह ने कहा कि इस व्यवस्था से पारदर्शिता बढ़ेगी और लोगों को सरकारी दफ्तरों के चक्कर नहीं काटने पड़ेंगे। जिला प्रशासन के अधिकारियों ने बताया कि नई प्रणाली के तहत दस्तावेजों का सत्यापन ऑनलाइन होगा तथा शुल्क का भुगतान भी डिजिटल माध्यम से किया जा सकेगा। कार्यक्रम में अनेक गणमान्य व्यक्ति, अधिकारी और स्थानीय नागरिक उपस्थित रहे तथा सभी ने इस पहल की सराहना की।: [6, 448, 86, 495]
sidebar-story2-headline: बोमन ईरानी बने इंडस एंबेसडर: [540, 247, 624, 256]
kickboxing-headline: नेशनल किक बॉक्सिंग में गुरुग्राम के खिलाड़ियों ने लहराया परचम: [356, 580, 514, 599]
signature-headline-black: सिग्नेचर ग्लोबल व डब्लूआरआई में बनी: [104, 290, 301, 306]
rachna-body-3: गुरुग्राम, 29 सितम्बर (ब्यूरो) : हरियाणा सरकार ने राज्य में रजिस्ट्री और निशानदेही की प्रक्रिया को पूरी तरह से पेपरलेस बनाने की दिशा में ऐतिहासिक कदम उठाया है। मुख्यमंत्री नायब सिंह सैनी ने कुरुक्षेत्र से इन सेवाओं का वर्चुअल शुभारंभ किया, जिसका लाभ अब नागरिक घर बैठे उठा सकेंगे। केंद्रीय मंत्री राव इंद्रजीत सिंह ने कहा कि इस व्यवस्था से पारदर्शिता बढ़ेगी और लोगों को सरकारी दफ्तरों के चक्कर नहीं काटने पड़ेंगे। जिला प्रशासन के अधिकारियों ने बताया कि नई प्रणाली के तहत दस्तावेजों का सत्यापन ऑनलाइन होगा तथा शुल्क का भुगतान भी डिजिटल माध्यम से किया जा सकेगा। कार्यक्रम में अनेक गणमान्य व्यक्ति, अधिकारी और स्थानीय नागरिक उपस्थित रहे तथा सभी ने इस पहल की सराहना की।: [564, 974, 646, 1021]
paira-caption: पैरा एथलीट रुजदी।: [123, 415, 147, 419]
painting-headline: पेंटिंग प्रतियोगिता आयोजित की: [6, 581, 58, 603]
signature-headline: [104, 288, 514, 308]
divider-painting: [4, 576, 514, 577]
lead-body-col6: गुरुग्राम, 29 सितम्बर (ब्यूरो) : हरियाणा सरकार ने राज्य में रजिस्ट्री और निशानदेही की प्रक्रिया को पूरी तरह से पेपरलेस बनाने की दिशा में ऐतिहासिक कदम उठाया है। मुख्यमंत्री नायब सिंह सैनी ने कुरुक्षेत्र से इन सेवाओं का वर्चुअल शुभारंभ किया, जिसका लाभ अब नागरिक घर बैठे उठा सकेंगे। केंद्रीय मंत्री राव इंद्रजीत सिंह ने कहा कि इस व्यवस्था से पारदर्शिता बढ़ेगी और लोगों को सरकारी दफ्तरों के चक्कर नहीं काटने पड़ेंगे। जिला प्रशासन के अधिकारियों ने बताया कि नई प्रणाली के तहत दस्तावेजों का सत्यापन ऑनलाइन होगा तथा शुल्क का भुगतान भी डिजिटल माध्यम से किया जा सकेगा। कार्यक्रम में अनेक गणमान्य व्यक्ति, अधिकारी और स्थानीय नागरिक उपस्थित रहे तथा सभी ने इस पहल की सराहना की।: [436, 94, 514, 141]
heart-headline: विशेषज्ञों ने अचानक हार्ट अटैक से जुड़े भ्रम को किया दूर: [90, 583, 272, 593]
signature-kicker: जिले के निर्माण स्थलों पर धूल प्रदूषण करने की पहल: [104, 276, 514, 286]
